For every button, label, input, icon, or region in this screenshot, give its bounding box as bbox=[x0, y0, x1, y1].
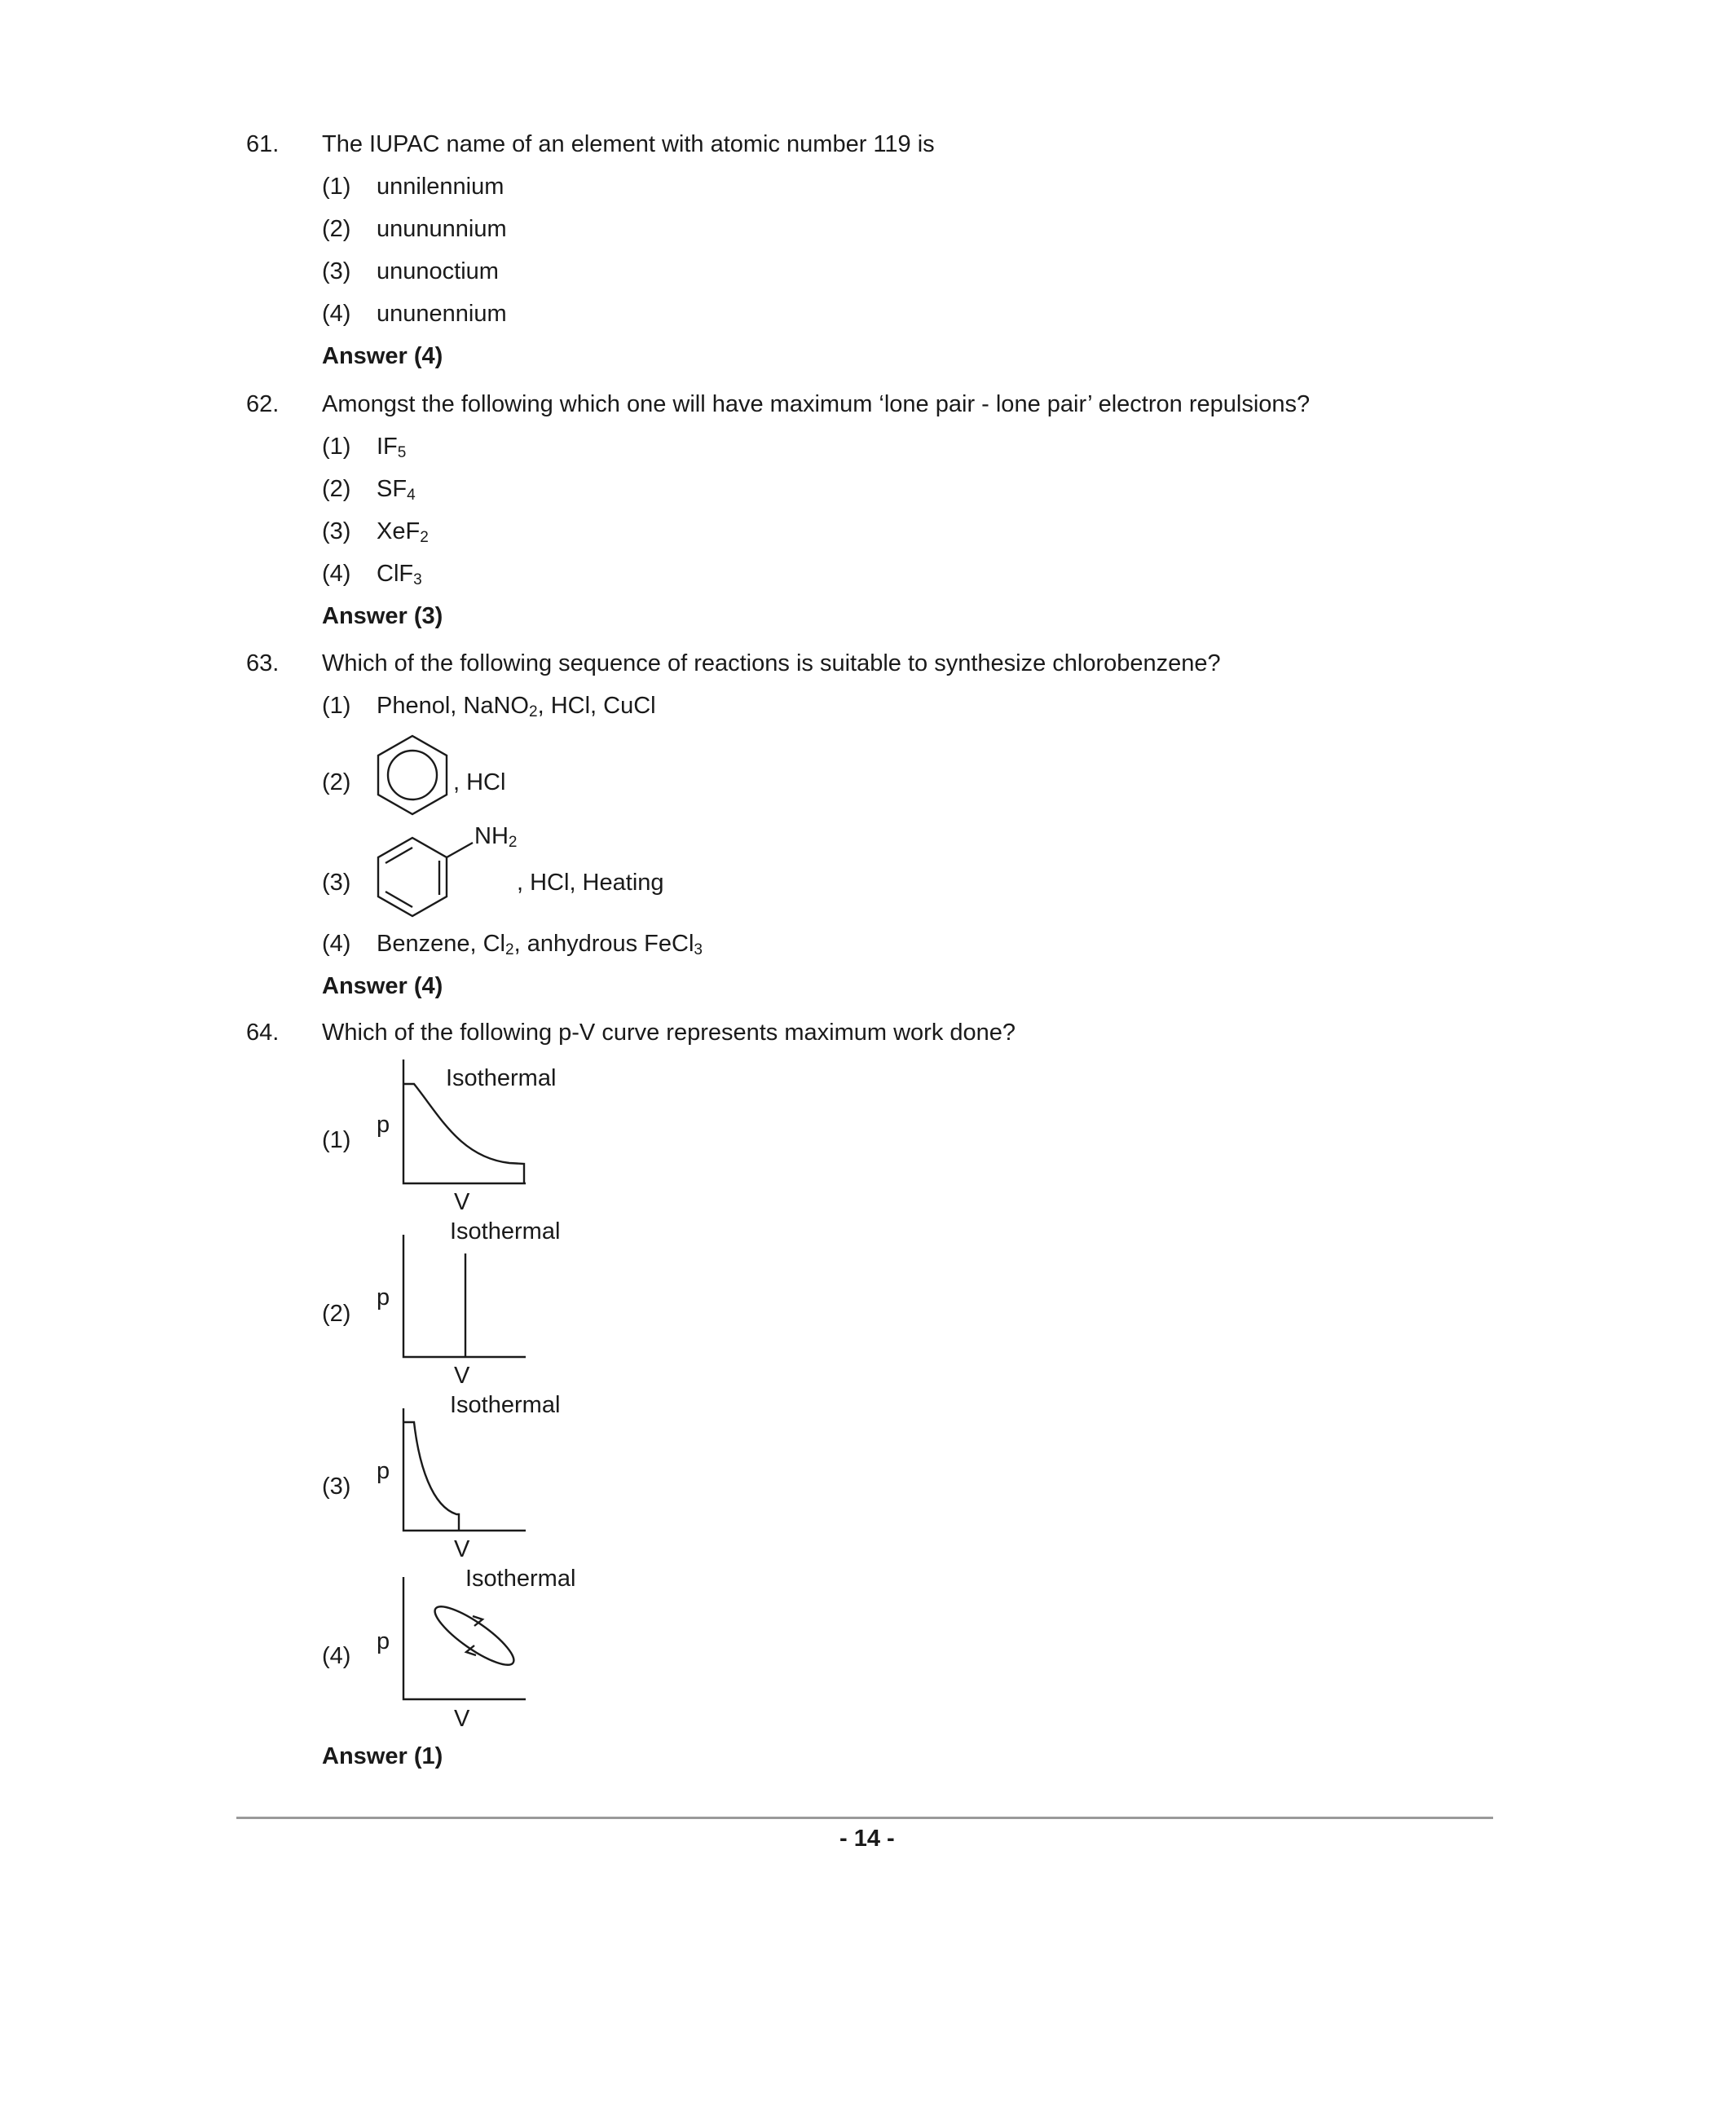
q63-option-4-part1: Benzene, Cl bbox=[377, 931, 505, 957]
q64-option-4-pv-graph bbox=[391, 1569, 538, 1707]
q62-option-3-number: (3) bbox=[322, 518, 351, 544]
q63-option-2-text: , HCl bbox=[453, 769, 506, 795]
q64-option-2-pv-graph bbox=[391, 1227, 538, 1365]
footer-divider bbox=[236, 1817, 1493, 1819]
q63-option-1-number: (1) bbox=[322, 693, 351, 719]
question-61-number: 61. bbox=[246, 131, 280, 157]
q64-option-2-curve-label: Isothermal bbox=[450, 1218, 561, 1245]
q62-answer: Answer (3) bbox=[322, 603, 443, 629]
q64-option-3-x-axis-label: V bbox=[454, 1536, 470, 1562]
question-63-number: 63. bbox=[246, 650, 280, 676]
question-61-text: The IUPAC name of an element with atomic number 119 is bbox=[322, 131, 935, 157]
q62-option-4-number: (4) bbox=[322, 561, 351, 587]
q62-option-3-text bbox=[377, 520, 429, 544]
q64-option-1-pv-graph bbox=[391, 1051, 538, 1190]
q62-option-4-subscript: 3 bbox=[413, 571, 422, 588]
benzene-structure-icon bbox=[373, 729, 455, 819]
q61-option-3-number: (3) bbox=[322, 258, 351, 284]
q63-option-3-text: , HCl, Heating bbox=[517, 870, 664, 896]
q64-option-1-curve-label: Isothermal bbox=[446, 1065, 557, 1091]
q64-answer: Answer (1) bbox=[322, 1743, 443, 1769]
amino-group-subscript: 2 bbox=[508, 834, 518, 851]
q64-option-3-number: (3) bbox=[322, 1474, 351, 1500]
q63-option-4-text bbox=[377, 932, 703, 956]
q62-option-1-formula: IF bbox=[377, 434, 398, 460]
q63-option-4-part2: , anhydrous FeCl bbox=[513, 931, 694, 957]
q61-option-4-text: ununennium bbox=[377, 301, 507, 327]
q64-option-1-curve bbox=[403, 1084, 524, 1183]
question-62-text: Amongst the following which one will have maximum ‘lone pair - lone pair’ electron repulsions? bbox=[322, 391, 1311, 417]
page-number: - 14 - bbox=[839, 1826, 895, 1852]
q64-option-3-pv-graph bbox=[391, 1400, 538, 1539]
q61-option-1-number: (1) bbox=[322, 174, 351, 200]
q62-option-3-subscript: 2 bbox=[420, 529, 429, 546]
q64-option-4-curve-label: Isothermal bbox=[465, 1566, 576, 1592]
q63-option-3-number: (3) bbox=[322, 870, 351, 896]
q64-option-1-axes bbox=[403, 1060, 526, 1183]
q64-option-4-y-axis-label: p bbox=[377, 1628, 390, 1654]
q62-option-2-text bbox=[377, 476, 416, 504]
q62-option-4-text bbox=[377, 562, 422, 586]
q63-option-2-number: (2) bbox=[322, 769, 351, 795]
q64-option-3-y-axis-label: p bbox=[377, 1458, 390, 1484]
q64-option-4-cycle bbox=[428, 1598, 520, 1674]
q62-option-3-formula: XeF bbox=[377, 518, 421, 544]
q61-option-3-text: ununoctium bbox=[377, 258, 499, 284]
question-63-text: Which of the following sequence of reactions is suitable to synthesize chlorobenzene? bbox=[322, 650, 1221, 676]
question-64-number: 64. bbox=[246, 1020, 280, 1046]
q64-option-2-y-axis-label: p bbox=[377, 1284, 390, 1311]
q63-option-1-part1: Phenol, NaNO bbox=[377, 693, 529, 719]
q61-answer: Answer (4) bbox=[322, 343, 443, 369]
q64-option-2-x-axis-label: V bbox=[454, 1363, 470, 1389]
q63-answer: Answer (4) bbox=[322, 973, 443, 999]
q61-option-2-text: unununnium bbox=[377, 216, 507, 242]
q61-option-4-number: (4) bbox=[322, 301, 351, 327]
amino-group-label: NH bbox=[474, 823, 509, 849]
q62-option-1-number: (1) bbox=[322, 434, 351, 460]
aniline-structure-icon bbox=[373, 823, 487, 921]
q64-option-3-curve-label: Isothermal bbox=[450, 1392, 561, 1418]
q64-option-3-axes bbox=[403, 1408, 526, 1531]
q64-option-1-x-axis-label: V bbox=[454, 1189, 470, 1215]
q62-option-2-subscript: 4 bbox=[407, 487, 416, 504]
question-62-number: 62. bbox=[246, 391, 280, 417]
q62-option-2-number: (2) bbox=[322, 476, 351, 502]
q62-option-1-text bbox=[377, 435, 406, 459]
q62-option-4-formula: ClF bbox=[377, 561, 414, 587]
q63-option-1-text bbox=[377, 694, 656, 718]
q62-option-1-subscript: 5 bbox=[397, 444, 407, 461]
q64-option-3-curve bbox=[403, 1422, 459, 1531]
q61-option-2-number: (2) bbox=[322, 216, 351, 242]
q63-option-1-part2: , HCl, CuCl bbox=[537, 693, 656, 719]
q63-option-4-sub1: 2 bbox=[505, 941, 514, 958]
q64-option-2-number: (2) bbox=[322, 1301, 351, 1327]
q63-option-4-number: (4) bbox=[322, 931, 351, 957]
q64-option-1-number: (1) bbox=[322, 1127, 351, 1153]
q63-option-4-sub2: 3 bbox=[694, 941, 703, 958]
q61-option-1-text: unnilennium bbox=[377, 174, 504, 200]
q64-option-4-axes bbox=[403, 1577, 526, 1699]
q63-option-1-sub1: 2 bbox=[529, 703, 538, 720]
q64-option-1-y-axis-label: p bbox=[377, 1112, 390, 1138]
question-64-text: Which of the following p-V curve represents maximum work done? bbox=[322, 1020, 1016, 1046]
q64-option-4-number: (4) bbox=[322, 1643, 351, 1669]
q64-option-4-x-axis-label: V bbox=[454, 1706, 470, 1732]
q63-option-3-group bbox=[474, 823, 518, 851]
q62-option-2-formula: SF bbox=[377, 476, 408, 502]
